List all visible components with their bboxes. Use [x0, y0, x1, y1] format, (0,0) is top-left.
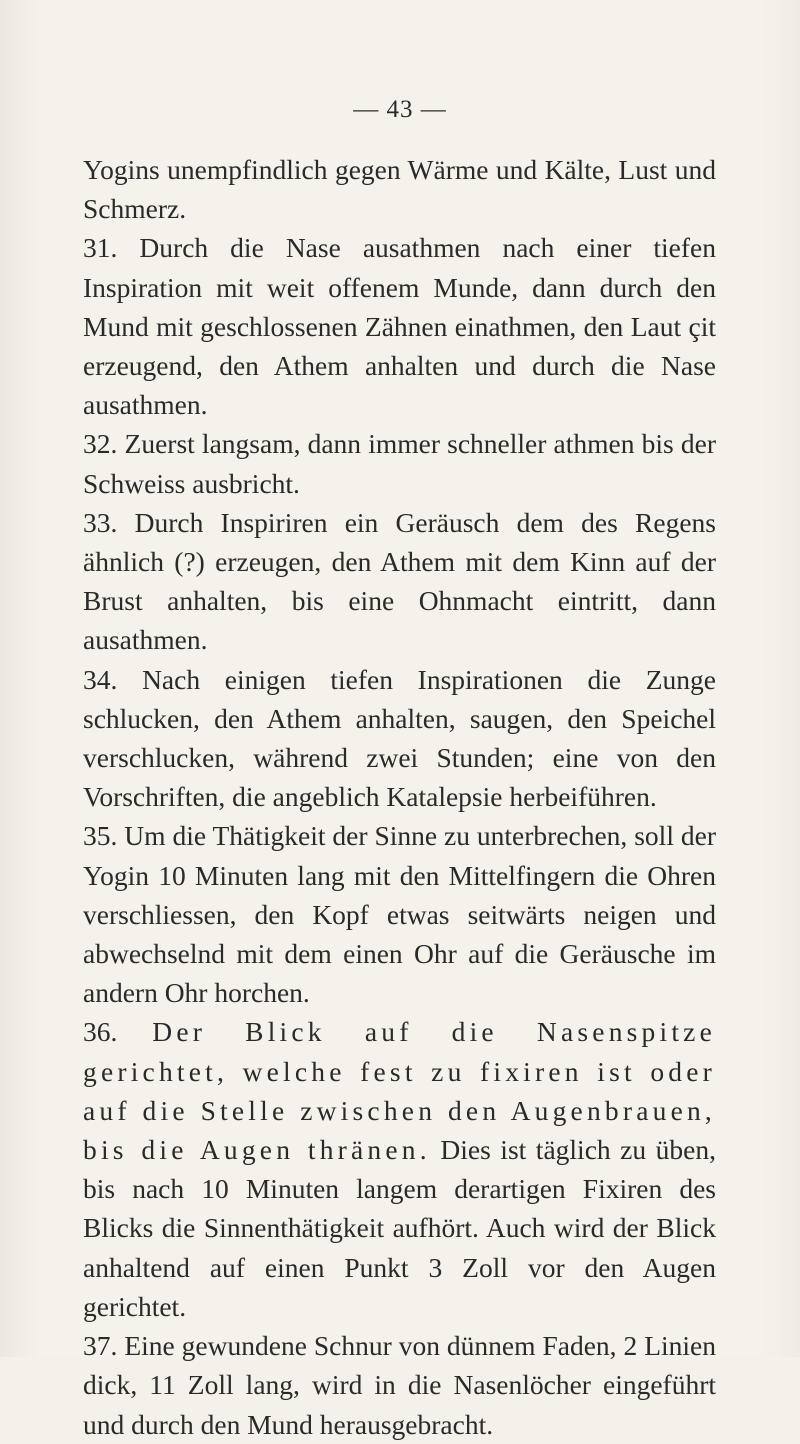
- paragraph-text: Zuerst langsam, dann immer schneller athmen bis der Schweiss ausbricht.: [83, 428, 717, 499]
- paragraph-text: Um die Thätigkeit der Sinne zu unterbrechen, soll der Yogin 10 Minuten lang mit den Mittelfingern die Ohren verschliessen, den Kopf etwas seitwärts neigen und abwechselnd mit dem einen Ohr auf die Geräusche im andern Ohr horchen.: [83, 820, 716, 1009]
- paragraph-34: [83, 660, 716, 817]
- paragraph-continuation: [83, 150, 716, 228]
- paragraph-number: 33.: [83, 506, 118, 538]
- paragraph-text: Durch die Nase ausathmen nach einer tiefen Inspiration mit weit offenem Munde, dann durch den Mund mit geschlossenen Zähnen einathmen, den Laut çit erzeugend, den Athem anhalten und durch die Nase ausathmen.: [83, 232, 717, 421]
- body-text: [83, 150, 716, 1444]
- paragraph-number: 36.: [83, 1016, 118, 1048]
- page-number: — 43 —: [353, 96, 447, 123]
- paragraph-37: [83, 1326, 716, 1444]
- paragraph-31: [83, 228, 716, 424]
- paragraph-number: 32.: [83, 428, 118, 460]
- paragraph-text: Nach einigen tiefen Inspirationen die Zunge schlucken, den Athem anhalten, saugen, den Speichel verschlucken, während zwei Stunden; eine von den Vorschriften, die angeblich Katalepsie herbeiführen.: [83, 663, 717, 813]
- paragraph-32: [83, 424, 716, 502]
- paragraph-number: 37.: [83, 1330, 118, 1362]
- paragraph-33: [83, 503, 716, 660]
- paragraph-text: Yogins unempfindlich gegen Wärme und Kälte, Lust und Schmerz.: [83, 154, 716, 225]
- paragraph-number: 31.: [83, 232, 118, 264]
- paragraph-number: 34.: [83, 663, 118, 695]
- paragraph-number: 35.: [83, 820, 118, 852]
- paragraph-36: [83, 1012, 716, 1326]
- paragraph-35: [83, 816, 716, 1012]
- paragraph-text: Dies ist täglich zu üben, bis nach 10 Minuten langem derartigen Fixiren des Blicks die Sinnenthätigkeit aufhört. Auch wird der Blick anhaltend auf einen Punkt 3 Zoll vor den Augen gerichtet.: [83, 1134, 716, 1322]
- paragraph-spaced-text: Der Blick auf die Nasenspitze gerichtet, welche fest zu fixiren ist oder auf die Stelle zwischen den Augenbrauen, bis die Augen thränen.: [83, 1016, 716, 1166]
- paragraph-text: Durch Inspiriren ein Geräusch dem des Regens ähnlich (?) erzeugen, den Athem mit dem Kinn auf der Brust anhalten, bis eine Ohnmacht eintritt, dann ausathmen.: [83, 506, 717, 656]
- paragraph-text: Eine gewundene Schnur von dünnem Faden, 2 Linien dick, 11 Zoll lang, wird in die Nasenlöcher eingeführt und durch den Mund herausgebracht.: [83, 1330, 716, 1440]
